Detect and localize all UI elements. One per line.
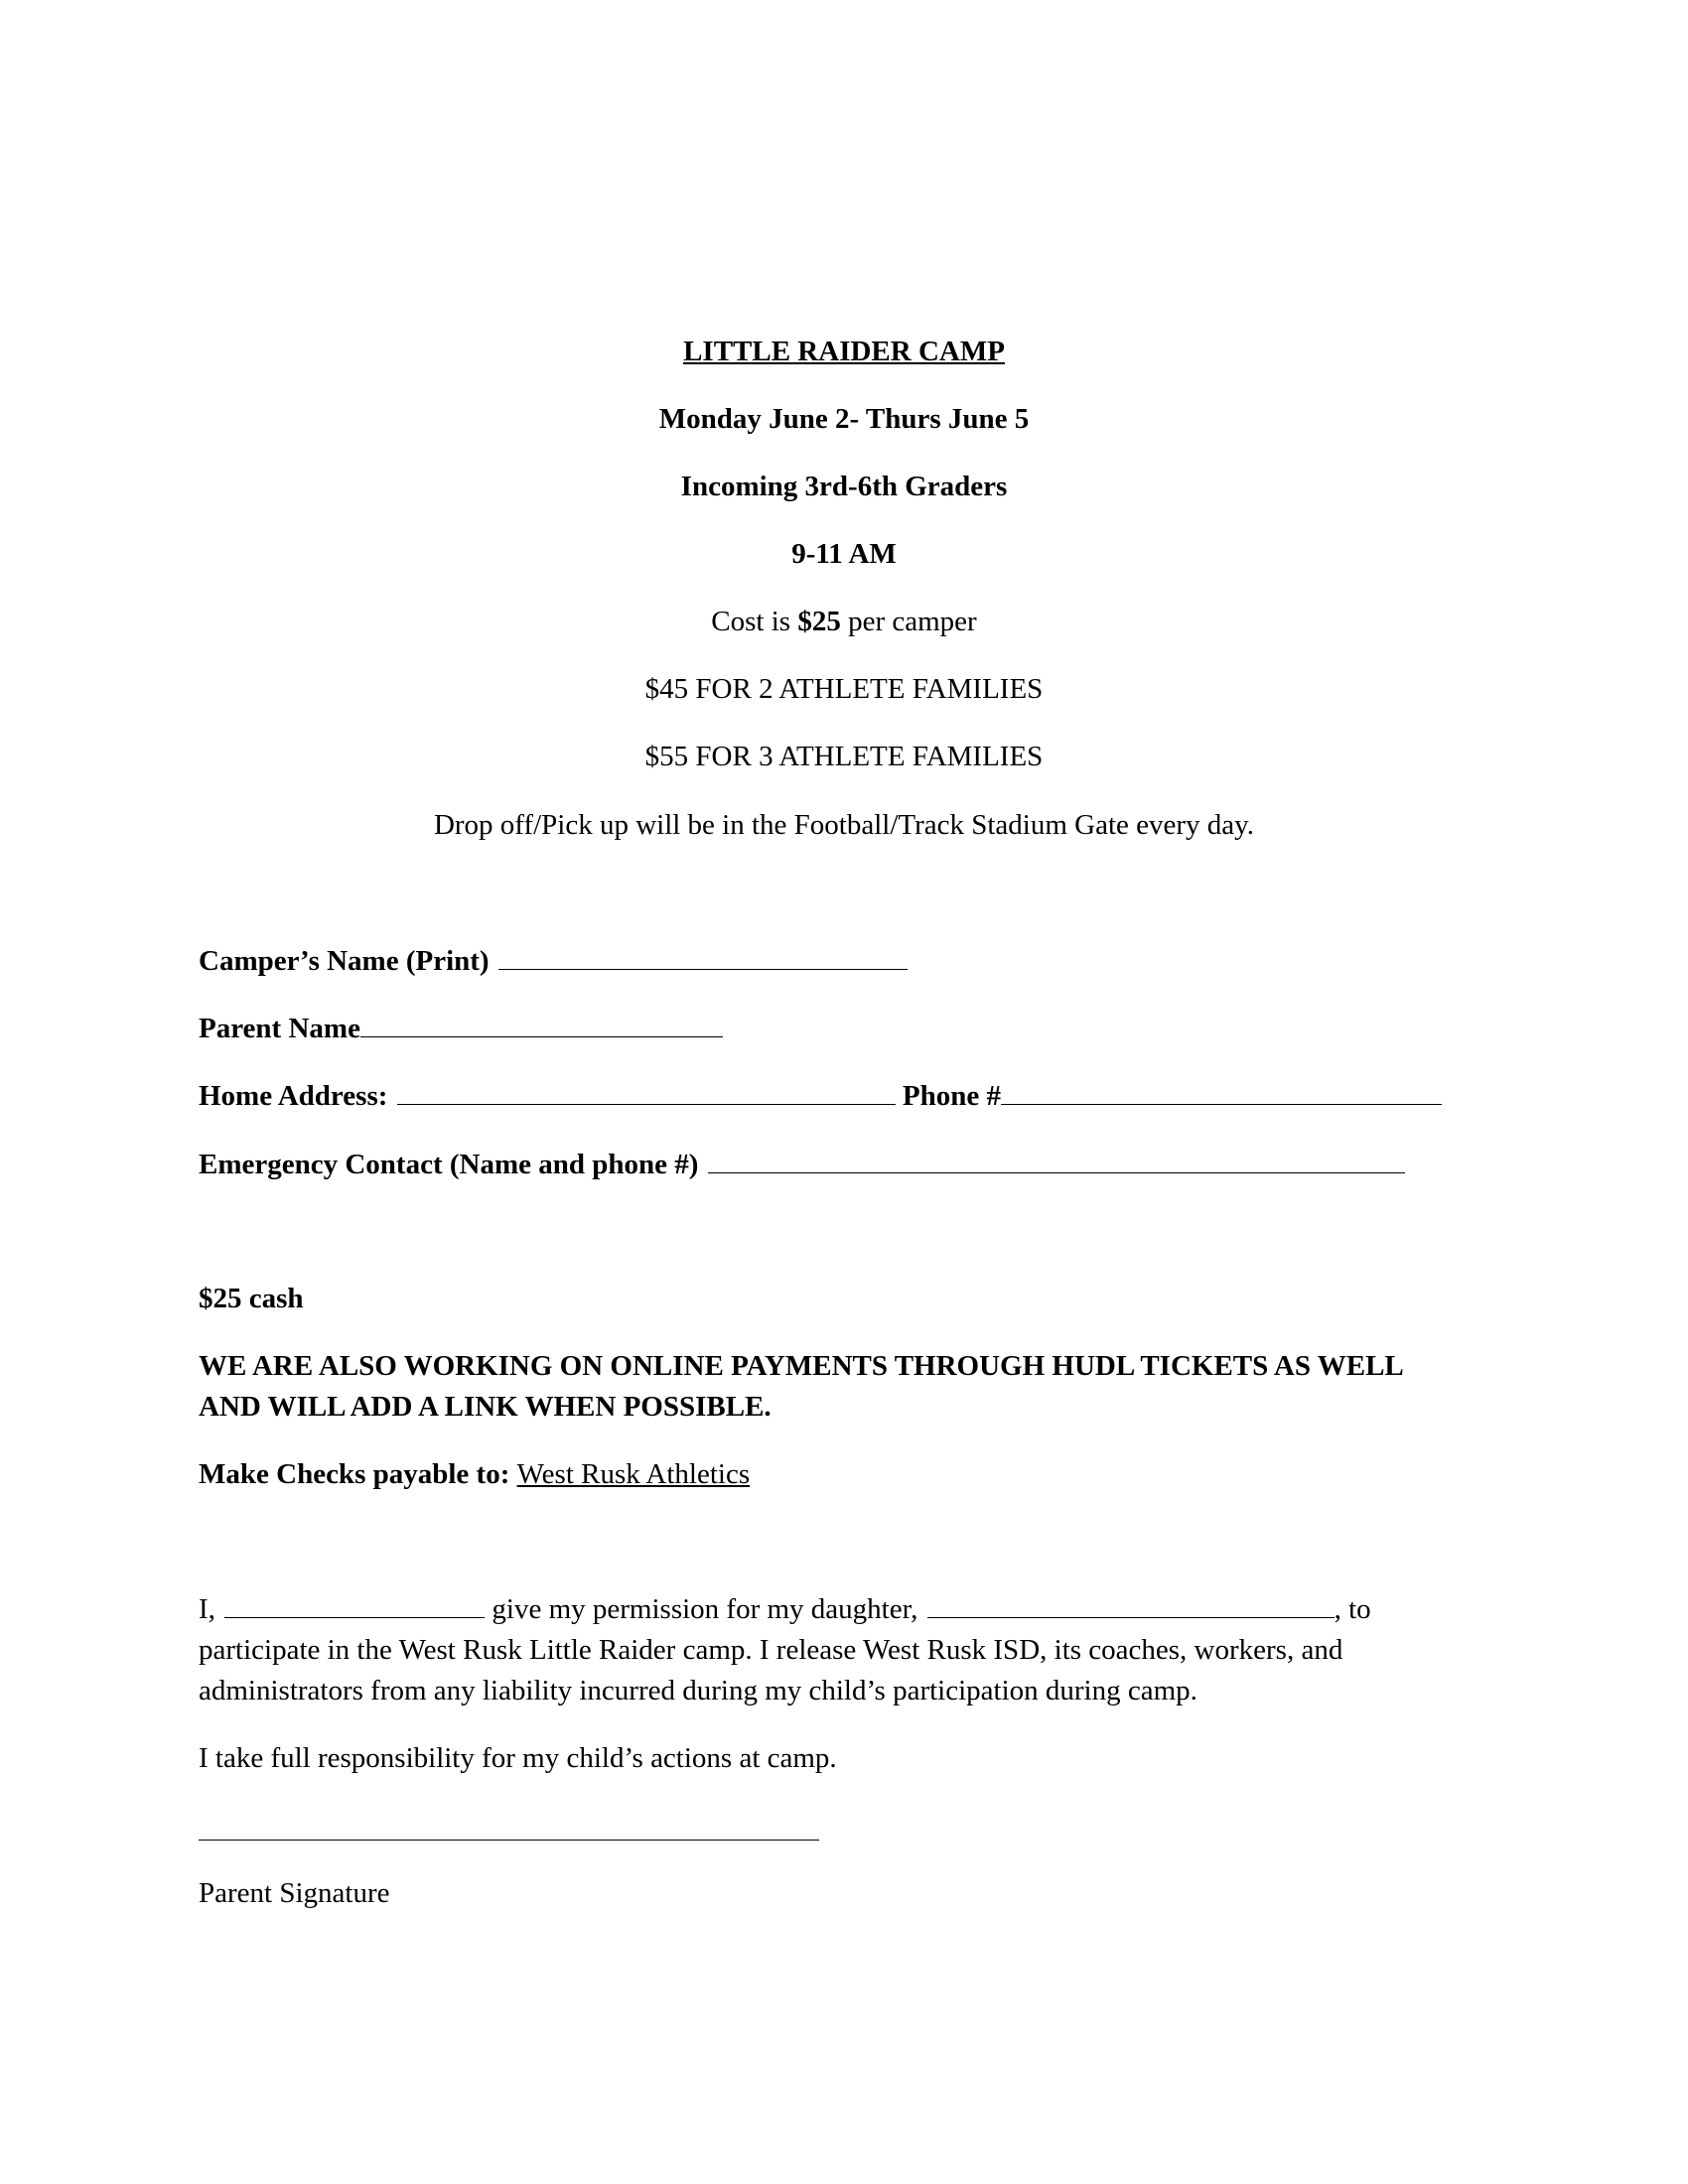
online-payment-line-2: AND WILL ADD A LINK WHEN POSSIBLE. <box>199 1391 772 1423</box>
camper-name-blank[interactable] <box>498 943 908 970</box>
family-2-price: $45 FOR 2 ATHLETE FAMILIES <box>644 673 1044 705</box>
camp-cost <box>0 604 1688 639</box>
daughter-name-blank[interactable] <box>927 1591 1335 1618</box>
parent-signature-label: Parent Signature <box>199 1877 390 1909</box>
camp-dates: Monday June 2- Thurs June 5 <box>658 403 1030 435</box>
online-payment-line-1: WE ARE ALSO WORKING ON ONLINE PAYMENTS THROUGH HUDL TICKETS AS WELL <box>199 1350 1404 1382</box>
cost-suffix: per camper <box>840 606 977 637</box>
page-title: LITTLE RAIDER CAMP <box>683 336 1005 367</box>
address-phone-field <box>199 1078 1442 1114</box>
responsibility-statement: I take full responsibility for my child’s actions at camp. <box>199 1742 837 1774</box>
home-address-blank[interactable] <box>397 1078 896 1105</box>
parent-name-field <box>199 1011 723 1046</box>
camp-grades: Incoming 3rd-6th Graders <box>680 471 1008 502</box>
checks-label: Make Checks payable to: <box>199 1458 517 1490</box>
parent-permission-blank[interactable] <box>224 1591 485 1618</box>
camper-name-label: Camper’s Name (Print) <box>199 945 490 977</box>
family-3-price: $55 FOR 3 ATHLETE FAMILIES <box>644 741 1044 772</box>
parent-name-blank[interactable] <box>360 1011 723 1037</box>
waiver-line-2: participate in the West Rusk Little Raider camp. I release West Rusk ISD, its coaches, workers, and <box>199 1634 1343 1666</box>
waiver-line-1 <box>199 1591 1371 1627</box>
waiver-start: I, <box>199 1593 215 1625</box>
parent-name-label: Parent Name <box>199 1013 360 1044</box>
cost-prefix: Cost is <box>711 606 798 637</box>
cost-amount: $25 <box>797 606 841 637</box>
phone-label: Phone # <box>902 1080 1001 1112</box>
camp-time: 9-11 AM <box>791 538 897 570</box>
waiver-middle: give my permission for my daughter, <box>492 1593 918 1625</box>
waiver-end: , to <box>1334 1593 1371 1625</box>
emergency-contact-field <box>199 1147 1405 1182</box>
camper-name-field <box>199 943 908 979</box>
home-address-label: Home Address: <box>199 1080 388 1112</box>
waiver-line-3: administrators from any liability incurred during my child’s participation during camp. <box>199 1675 1197 1706</box>
signature-line[interactable] <box>199 1840 819 1841</box>
cash-amount: $25 cash <box>199 1283 304 1314</box>
checks-payee: West Rusk Athletics <box>516 1458 751 1490</box>
emergency-contact-blank[interactable] <box>708 1147 1405 1173</box>
dropoff-note: Drop off/Pick up will be in the Football/Track Stadium Gate every day. <box>433 809 1255 841</box>
emergency-contact-label: Emergency Contact (Name and phone #) <box>199 1149 699 1180</box>
phone-blank[interactable] <box>1001 1078 1442 1105</box>
checks-payable <box>199 1456 750 1492</box>
